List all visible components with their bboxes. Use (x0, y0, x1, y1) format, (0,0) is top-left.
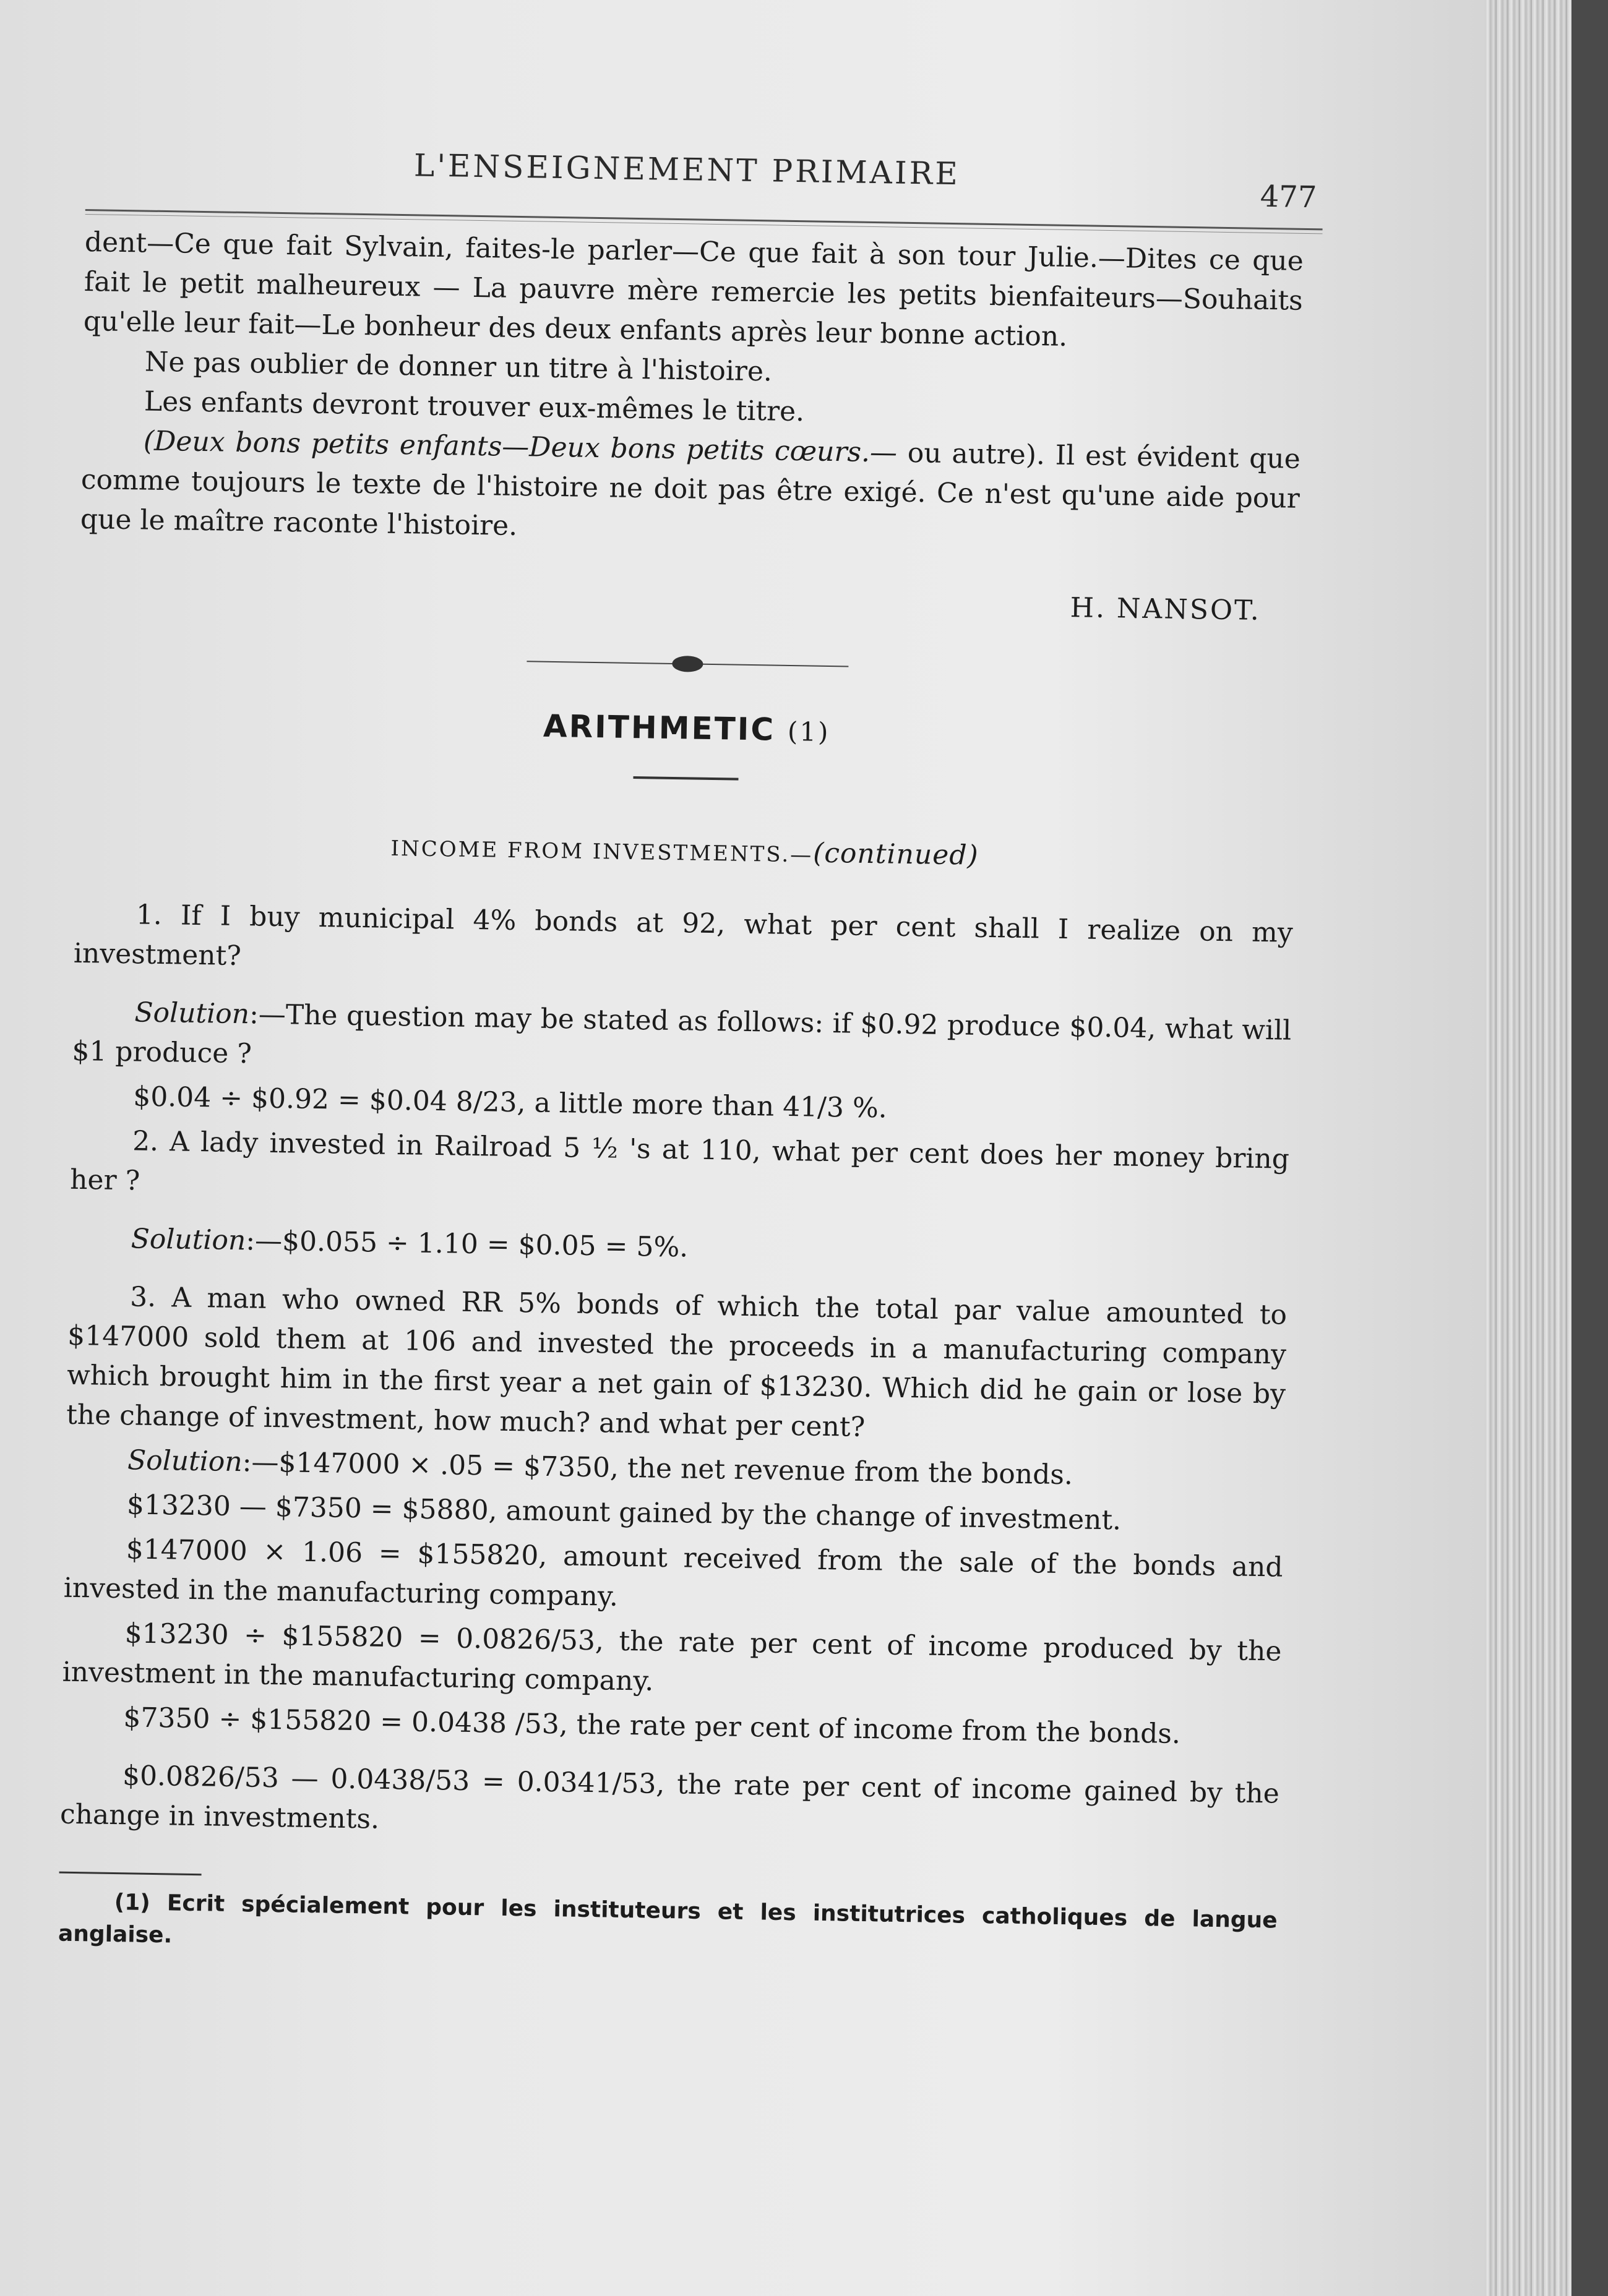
page-number: 477 (1260, 179, 1317, 215)
intro-paragraph: dent—Ce que fait Sylvain, faites-le parler—Ce que fait à son tour Julie.—Dites ce que fait le petit malheureux — La pauvre mère remercie les petits bienfaiteurs—Souhaits qu'elle leur fait—Le bonheur des deux enfants après leur bonne action. (83, 226, 1304, 353)
solution-label: Solution (127, 1444, 243, 1478)
intro-text: ou autre). Il est évident que comme toujours le texte de l'histoire ne doit pas être exigé. Ce n'est qu'une aide pour que le maître raconte l'histoire. (80, 437, 1301, 542)
solution-3-line: $7350 ÷ $155820 = 0.0438 /53, the rate per cent of income from the bonds. (123, 1702, 1181, 1750)
solution-text: :—$147000 × .05 = $7350, the net revenue from the bonds. (242, 1446, 1073, 1491)
solution-3-line: $13230 ÷ $155820 = 0.0826/53, the rate per cent of income produced by the investment in the manufacturing company. (62, 1617, 1282, 1697)
footnote-ref: (1) (787, 716, 830, 747)
footnote: (1) Ecrit spécialement pour les instituteurs et les institutrices catholiques de langue anglaise. (58, 1890, 1278, 1948)
scan-background (1571, 0, 1608, 2296)
section-heading: ARITHMETIC (543, 708, 776, 748)
title-examples: (Deux bons petits enfants—Deux bons petits cœurs.— (143, 425, 898, 469)
intro-paragraph (80, 421, 1301, 559)
problem-1: 1. If I buy municipal 4% bonds at 92, what per cent shall I realize on my investment? (73, 899, 1294, 972)
solution-3-line: $13230 — $7350 = $5880, amount gained by the change of investment. (126, 1489, 1122, 1536)
author-signature: H. NANSOT. (1070, 592, 1262, 627)
ornamental-divider (527, 652, 848, 675)
solution-label: Solution (134, 996, 250, 1030)
solution-1 (72, 992, 1292, 1090)
section-title (77, 701, 1296, 756)
solution-text: :—The question may be stated as follows: if $0.92 produce $0.04, what will $1 produce ? (72, 998, 1292, 1070)
section-rule (633, 776, 738, 781)
intro-section (80, 223, 1304, 559)
footnote-rule (59, 1872, 202, 1876)
solution-text: :—$0.055 ÷ 1.10 = $0.05 = 5%. (245, 1225, 689, 1264)
intro-paragraph: Les enfants devront trouver eux-mêmes le titre. (144, 385, 805, 428)
subtitle-italic: (continued) (812, 837, 979, 872)
solution-label: Solution (131, 1223, 246, 1257)
solution-1-calc: $0.04 ÷ $0.92 = $0.04 8/23, a little more than 41/3 %. (132, 1081, 888, 1124)
subtitle-caps: INCOME FROM INVESTMENTS.— (390, 836, 814, 868)
problems-section (60, 894, 1294, 1854)
solution-2 (69, 1219, 1288, 1277)
problem-3: 3. A man who owned RR 5% bonds of which the total par value amounted to $147000 sold them at 106 and invested the proceeds in a manufacturing company which brought him in the first year a net gain of $13230. Which did he gain or lose by the change of investment, how much? and what per cent? (66, 1281, 1288, 1444)
solution-3-line: $147000 × 1.06 = $155820, amount received from the sale of the bonds and invested in the manufacturing company. (63, 1533, 1283, 1613)
page-content (58, 124, 1317, 1969)
running-title: L'ENSEIGNEMENT PRIMAIRE (413, 147, 961, 192)
ornament-icon (672, 656, 703, 672)
intro-paragraph: Ne pas oublier de donner un titre à l'histoire. (144, 346, 773, 388)
section-subtitle (75, 826, 1294, 876)
problem-2: 2. A lady invested in Railroad 5 ½ 's at 110, what per cent does her money bring her ? (69, 1125, 1290, 1197)
solution-3-line: $0.0826/53 — 0.0438/53 = 0.0341/53, the rate per cent of income gained by the change in investments. (59, 1760, 1280, 1835)
